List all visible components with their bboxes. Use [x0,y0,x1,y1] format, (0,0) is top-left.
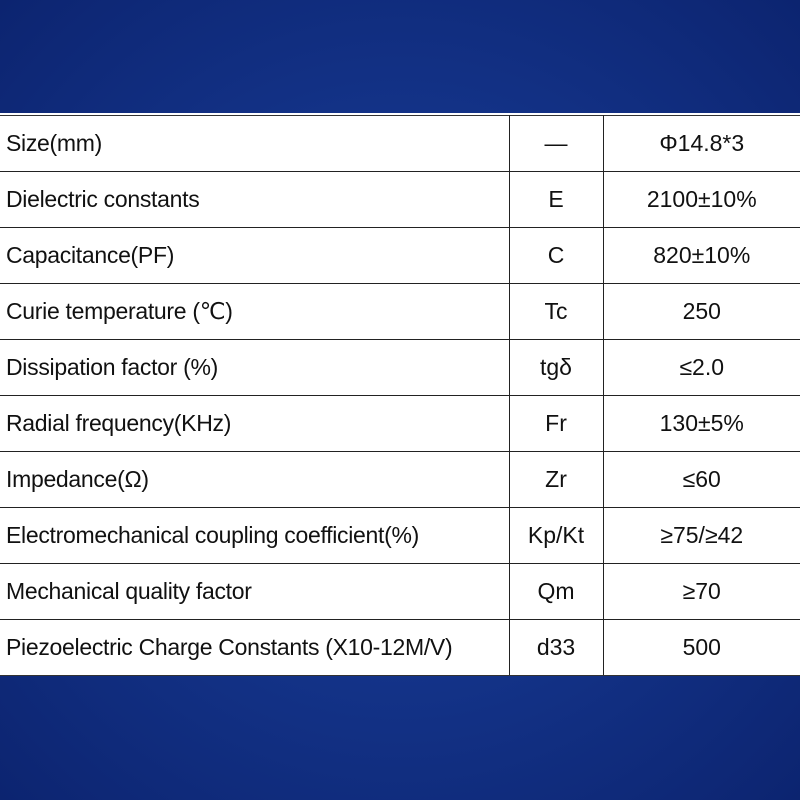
table-row [0,396,800,452]
table-row [0,340,800,396]
value-cell: 250 [603,284,800,340]
value-cell: Φ14.8*3 [603,116,800,172]
table-row [0,452,800,508]
parameter-cell: Radial frequency(KHz) [0,396,509,452]
symbol-cell: Fr [509,396,603,452]
table-row [0,228,800,284]
symbol-cell: C [509,228,603,284]
parameter-cell: Impedance(Ω) [0,452,509,508]
parameter-cell: Curie temperature (℃) [0,284,509,340]
parameter-cell: Capacitance(PF) [0,228,509,284]
table-row [0,284,800,340]
symbol-cell: Tc [509,284,603,340]
value-cell: ≥70 [603,564,800,620]
table-row [0,564,800,620]
spec-panel [0,113,800,676]
parameter-cell: Piezoelectric Charge Constants (X10-12M/V) [0,620,509,676]
value-cell: 2100±10% [603,172,800,228]
table-row [0,116,800,172]
table-row [0,620,800,676]
value-cell: ≤2.0 [603,340,800,396]
symbol-cell: d33 [509,620,603,676]
symbol-cell: E [509,172,603,228]
symbol-cell: Kp/Kt [509,508,603,564]
value-cell: ≤60 [603,452,800,508]
specification-table [0,115,800,676]
value-cell: 500 [603,620,800,676]
parameter-cell: Dielectric constants [0,172,509,228]
table-row [0,508,800,564]
symbol-cell: Zr [509,452,603,508]
parameter-cell: Electromechanical coupling coefficient(%) [0,508,509,564]
parameter-cell: Dissipation factor (%) [0,340,509,396]
table-row [0,172,800,228]
symbol-cell: — [509,116,603,172]
parameter-cell: Size(mm) [0,116,509,172]
symbol-cell: Qm [509,564,603,620]
parameter-cell: Mechanical quality factor [0,564,509,620]
value-cell: 820±10% [603,228,800,284]
value-cell: 130±5% [603,396,800,452]
symbol-cell: tgδ [509,340,603,396]
value-cell: ≥75/≥42 [603,508,800,564]
